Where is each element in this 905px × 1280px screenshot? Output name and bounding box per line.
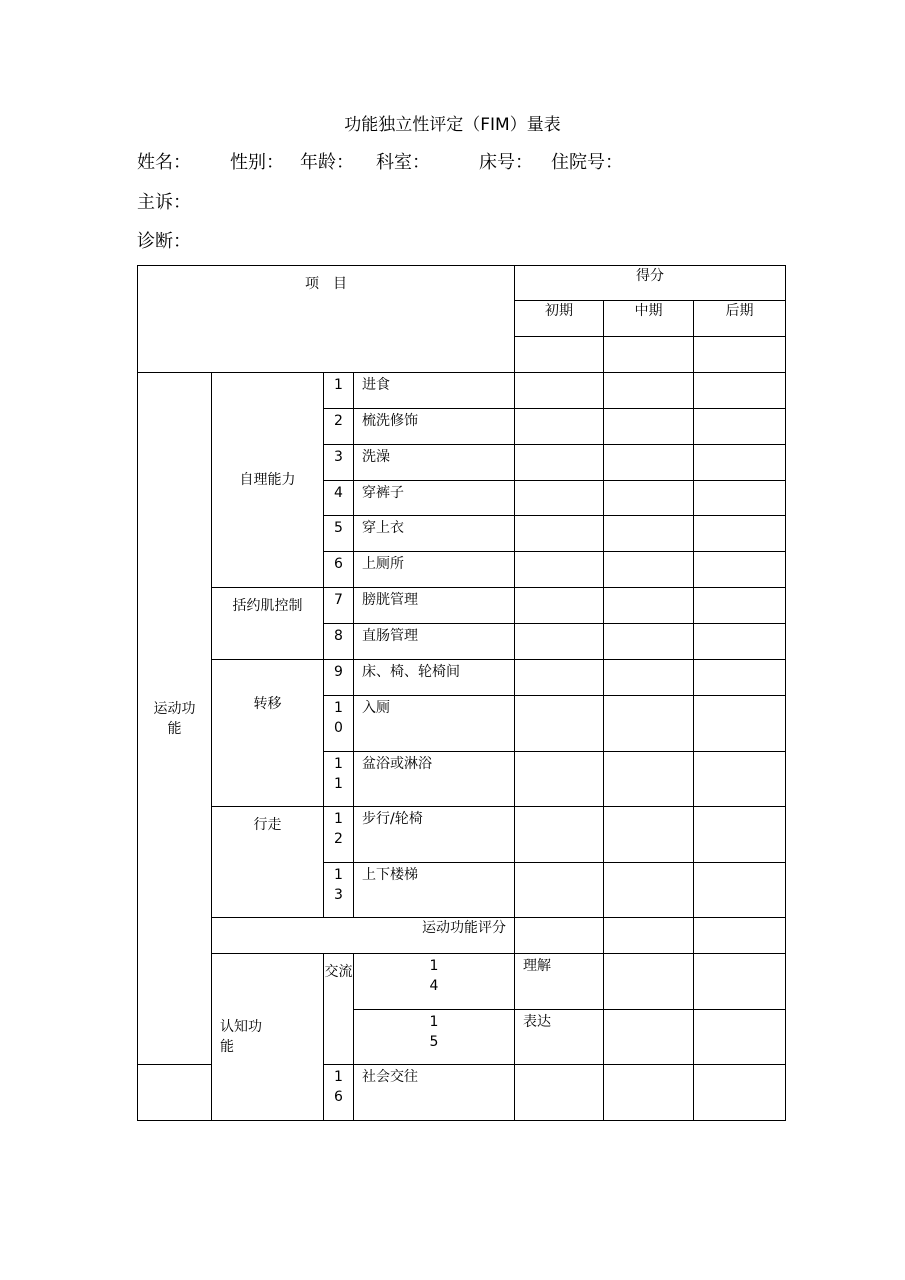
score-cell[interactable] [694,552,786,588]
bed-field-label: 床号： [479,152,533,173]
item-name: 进食 [354,373,515,409]
score-cell[interactable] [604,954,694,1010]
cognitive-label-line: 能 [220,1039,234,1055]
item-number-digit: 1 [429,1014,439,1030]
score-cell[interactable] [694,481,786,516]
score-cell[interactable] [604,1010,694,1065]
score-cell[interactable] [604,696,694,752]
score-cell[interactable] [604,918,694,954]
score-cell[interactable] [694,373,786,409]
name-field-label: 姓名： [137,152,191,173]
item-number [354,1010,515,1065]
motor-function-total-label: 运动功能评分 [212,918,515,954]
form-title: 功能独立性评定（FIM）量表 [344,115,561,135]
score-cell[interactable] [694,918,786,954]
item-number: 3 [324,445,354,481]
item-name: 直肠管理 [354,624,515,660]
item-number: 7 [324,588,354,624]
item-number [324,863,354,918]
item-name: 穿裤子 [354,481,515,516]
item-name: 上下楼梯 [354,863,515,918]
score-cell[interactable] [694,1010,786,1065]
subcategory-locomotion: 行走 [212,807,324,918]
item-number-digit: 6 [334,1089,343,1105]
item-number-digit: 1 [429,958,439,974]
item-name: 上厕所 [354,552,515,588]
item-number [324,807,354,863]
item-number: 4 [324,481,354,516]
item-number [354,954,515,1010]
score-cell[interactable] [515,588,604,624]
score-cell[interactable] [694,516,786,552]
item-number: 1 [324,373,354,409]
item-number-digit: 1 [334,811,343,827]
item-number [324,696,354,752]
score-cell[interactable] [604,552,694,588]
score-cell[interactable] [515,337,604,373]
score-cell[interactable] [515,409,604,445]
score-cell[interactable] [515,696,604,752]
item-name: 社会交往 [354,1065,515,1121]
chief-complaint-label: 主诉： [137,192,191,213]
subcategory-transfer: 转移 [212,660,324,807]
score-cell[interactable] [694,954,786,1010]
item-name: 梳洗修饰 [354,409,515,445]
item-number: 9 [324,660,354,696]
item-name: 穿上衣 [354,516,515,552]
subcategory-selfcare: 自理能力 [212,373,324,588]
subcategory-sphincter: 括约肌控制 [212,588,324,660]
item-name: 膀胱管理 [354,588,515,624]
score-cell[interactable] [604,1065,694,1121]
score-cell[interactable] [515,863,604,918]
score-cell[interactable] [694,863,786,918]
score-cell[interactable] [604,752,694,807]
score-cell[interactable] [604,445,694,481]
item-name: 入厕 [354,696,515,752]
subcategory-communication: 交流 [324,954,354,1065]
score-cell[interactable] [694,752,786,807]
item-number-digit: 1 [334,867,343,883]
score-cell[interactable] [604,337,694,373]
item-number-digit: 1 [334,1069,343,1085]
item-number-digit: 1 [334,756,343,772]
item-number: 6 [324,552,354,588]
item-number-digit: 1 [334,776,343,792]
admission-field-label: 住院号： [551,152,623,173]
item-number-digit: 1 [334,700,343,716]
department-field-label: 科室： [376,152,430,173]
item-number-digit: 4 [429,978,439,994]
fim-score-table [137,265,786,1121]
score-cell[interactable] [515,752,604,807]
motor-label-line: 能 [167,720,182,737]
score-cell[interactable] [604,588,694,624]
motor-function-group-label [138,373,212,1065]
score-cell[interactable] [694,588,786,624]
item-name: 盆浴或淋浴 [354,752,515,807]
item-number: 2 [324,409,354,445]
score-cell[interactable] [694,409,786,445]
score-cell[interactable] [694,660,786,696]
score-cell[interactable] [604,660,694,696]
item-name: 表达 [515,1010,604,1065]
patient-info-line [137,148,623,174]
score-cell[interactable] [604,624,694,660]
sex-field-label: 性别： [230,152,284,173]
score-cell[interactable] [604,863,694,918]
score-cell[interactable] [694,696,786,752]
item-number-digit: 0 [334,720,343,736]
item-number-digit: 3 [334,887,343,903]
item-name: 洗澡 [354,445,515,481]
score-cell[interactable] [515,516,604,552]
score-cell[interactable] [604,373,694,409]
subcategory-empty [138,1065,212,1121]
score-cell[interactable] [604,516,694,552]
item-number [324,752,354,807]
score-cell[interactable] [604,409,694,445]
item-number: 8 [324,624,354,660]
age-field-label: 年龄： [300,152,354,173]
score-cell[interactable] [694,1065,786,1121]
period-final: 后期 [694,301,786,337]
score-cell[interactable] [515,918,604,954]
item-header: 项 目 [138,266,515,373]
score-cell[interactable] [515,660,604,696]
score-header: 得分 [515,266,786,301]
score-cell[interactable] [515,373,604,409]
score-cell[interactable] [515,552,604,588]
diagnosis-label: 诊断： [137,231,191,252]
item-number: 5 [324,516,354,552]
cognitive-function-group-label [212,954,324,1121]
score-cell[interactable] [694,337,786,373]
score-cell[interactable] [515,481,604,516]
score-cell[interactable] [694,807,786,863]
score-cell[interactable] [604,481,694,516]
item-name: 床、椅、轮椅间 [354,660,515,696]
score-cell[interactable] [515,1065,604,1121]
cognitive-label-line: 认知功 [220,1019,262,1035]
motor-label-line: 运动功 [153,700,196,717]
period-initial: 初期 [515,301,604,337]
score-cell[interactable] [604,807,694,863]
item-name: 理解 [515,954,604,1010]
score-cell[interactable] [515,445,604,481]
score-cell[interactable] [694,445,786,481]
item-number-digit: 2 [334,831,343,847]
score-cell[interactable] [515,624,604,660]
item-name: 步行/轮椅 [354,807,515,863]
score-cell[interactable] [515,807,604,863]
item-number [324,1065,354,1121]
item-number-digit: 5 [429,1034,439,1050]
score-cell[interactable] [694,624,786,660]
period-middle: 中期 [604,301,694,337]
